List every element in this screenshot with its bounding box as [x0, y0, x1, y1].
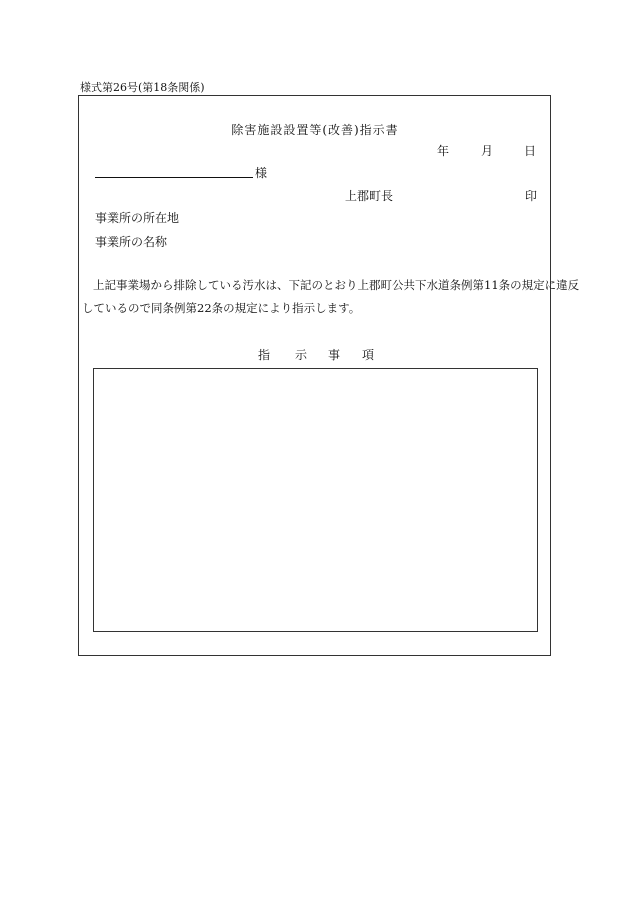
date-month-label: 月: [481, 144, 494, 158]
office-name-label: 事業所の名称: [95, 235, 168, 249]
document-title: 除害施設設置等(改善)指示書: [231, 123, 399, 137]
addressee-blank-line: [95, 177, 253, 178]
section-title-char: 事: [328, 348, 341, 362]
date-day-label: 日: [524, 144, 537, 158]
body-text-line-1: 上記事業場から排除している汚水は、下記のとおり上郡町公共下水道条例第11条の規定に違反: [93, 278, 580, 292]
office-location-label: 事業所の所在地: [95, 211, 180, 225]
section-title-char: 指: [258, 348, 271, 362]
seal-mark: 印: [525, 189, 538, 203]
section-title-char: 示: [295, 348, 308, 362]
date-year-label: 年: [437, 144, 450, 158]
form-number: 様式第26号(第18条関係): [80, 81, 205, 94]
instruction-box[interactable]: [93, 368, 538, 632]
issuer-title: 上郡町長: [345, 189, 394, 203]
body-text-line-2: しているので同条例第22条の規定により指示します。: [82, 301, 361, 315]
section-title-char: 項: [362, 348, 375, 362]
addressee-suffix: 様: [255, 166, 268, 180]
